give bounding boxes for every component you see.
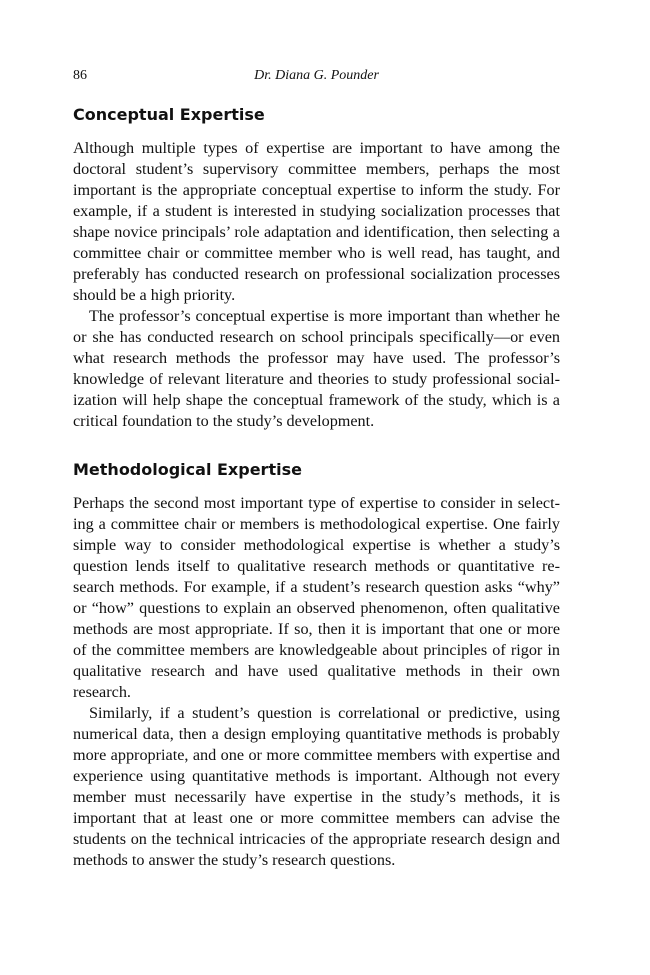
page-body	[73, 104, 560, 871]
body-paragraph: Although multiple types of expertise are important to have among the doctoral student’s supervisory committee members, perhaps the most important is the appropriate conceptual expertise to inform the study. For example, if a student is interested in studying socialization processes that shape novice principals’ role adaptation and identification, then selecting a committee chair or committee member who is well read, has taught, and preferably has conducted research on professional socialization processes should be a high priority.	[73, 139, 560, 304]
section-methodological-expertise	[73, 459, 560, 871]
running-head: Dr. Diana G. Pounder	[254, 68, 379, 83]
body-paragraph: The professor’s conceptual expertise is more important than whether he or she has conducted research on school principals specifically—or even what research methods the professor may have used. The professor’s knowledge of relevant literature and theories to study professional socialization will help shape the conceptual framework of the study, which is a critical foundation to the study’s development.	[73, 307, 560, 430]
section-heading: Conceptual Expertise	[73, 105, 265, 124]
page-header	[73, 68, 560, 88]
section-heading: Methodological Expertise	[73, 460, 302, 479]
body-paragraph: Similarly, if a student’s question is correlational or predictive, using numerical data, then a design employing quantitative methods is probably more appropriate, and one or more committee members with expertise and experience using quantitative methods is important. Although not every member must necessarily have expertise in the study’s methods, it is important that at least one or more committee members can advise the students on the technical intricacies of the appropriate research design and methods to answer the study’s research questions.	[73, 704, 560, 869]
page-number: 86	[73, 68, 87, 83]
section-conceptual-expertise	[73, 104, 560, 432]
body-paragraph: Perhaps the second most important type of expertise to consider in selecting a committee chair or members is methodological expertise. One fairly simple way to consider methodological expertise is whether a study’s question lends itself to qualitative research methods or quantitative research methods. For example, if a student’s research question asks “why” or “how” questions to explain an observed phenomenon, often qualitative methods are most appropriate. If so, then it is important that one or more of the committee members are knowledgeable about principles of rigor in qualitative research and have used qualitative methods in their own research.	[73, 494, 560, 701]
